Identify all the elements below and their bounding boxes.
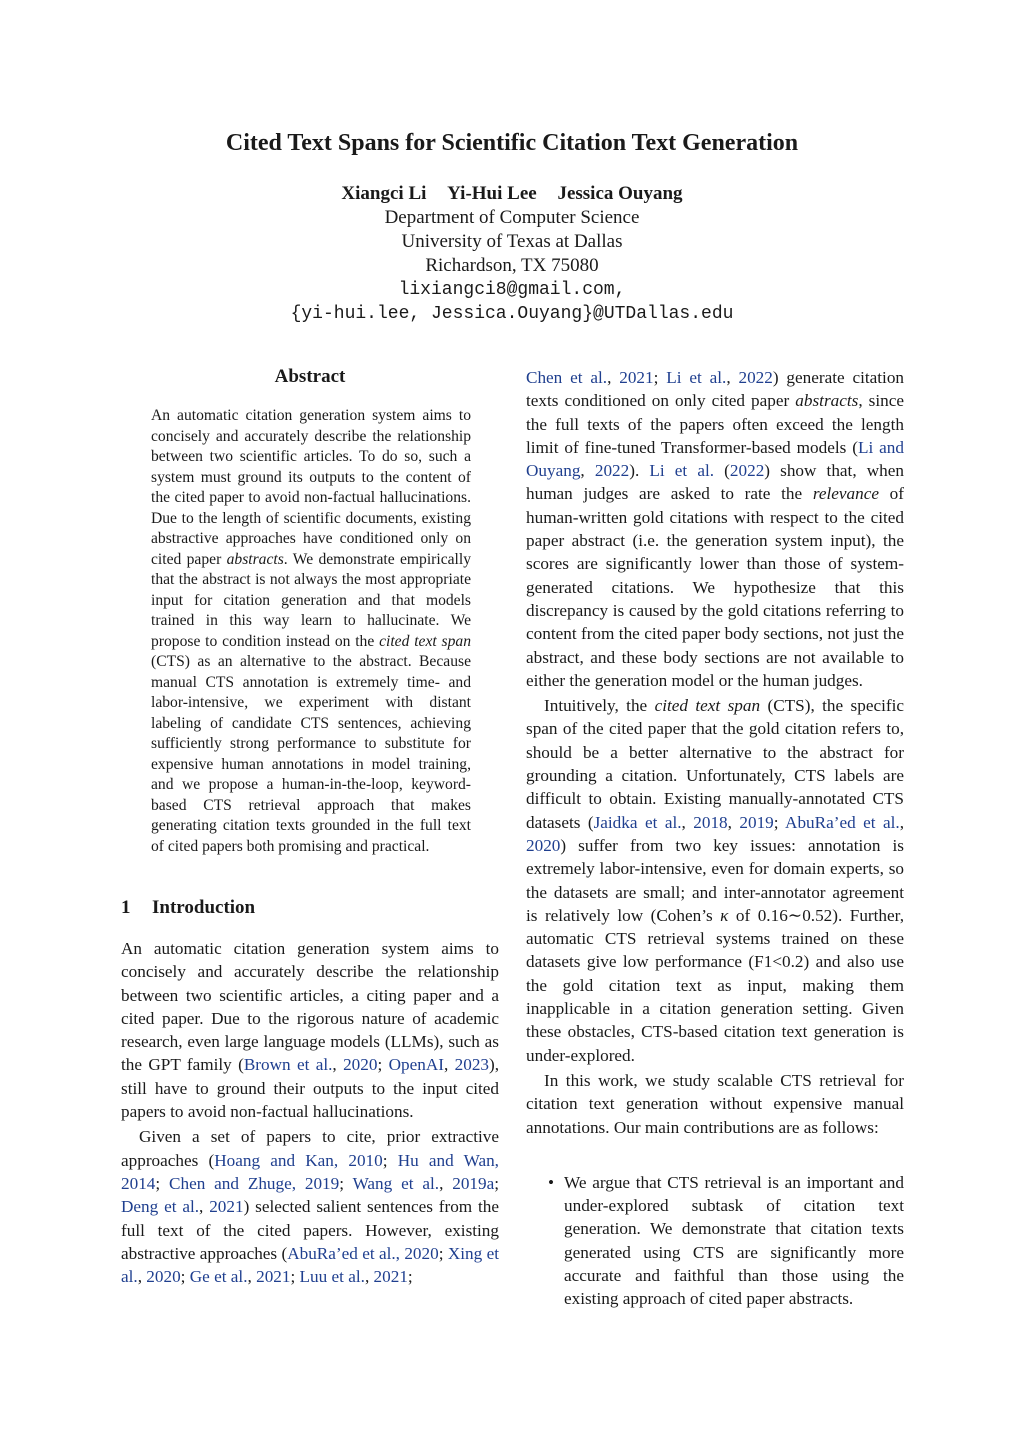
text-segment: ) generate citation texts conditioned on only cited paper — [526, 368, 905, 411]
intro-paragraph-continued — [526, 366, 904, 692]
text-segment: ; — [438, 1243, 448, 1263]
paper-title: Cited Text Spans for Scientific Citation Text Generation — [225, 130, 799, 156]
text-segment: ; — [377, 1055, 389, 1075]
citation-link[interactable]: 2022 — [594, 461, 630, 481]
author-email: {yi-hui.lee, Jessica.Ouyang}@UTDallas.edu — [290, 304, 734, 324]
citation-link[interactable]: Hoang and Kan, 2010 — [214, 1150, 383, 1170]
abstract-segment: (CTS) as an alternative to the abstract. Because manual CTS annotation is extremely time- and labor-intensive, we experiment with distant labeling of candidate CTS sentences, achieving sufficiently strong performance to substitute for expensive human annotations in model training, and we propose a human-in-the-loop, keyword-based CTS retrieval approach that makes generating citation texts grounded in the full text of cited papers both promising and practical. — [151, 653, 471, 855]
emphasis: abstracts — [795, 391, 859, 411]
arxiv-stamp-svg — [8, 450, 68, 1070]
citation-link[interactable]: 2020 — [343, 1055, 378, 1075]
citation-link[interactable]: 2019a — [452, 1173, 495, 1193]
left-column — [121, 366, 499, 1288]
text-segment: ) show that, when human judges are asked to rate the — [526, 461, 904, 504]
intro-paragraph — [526, 694, 904, 1067]
text-segment: ) suffer from two key issues: annotation is extremely labor-intensive, even for domain experts, so the datasets are small; and inter-annotator agreement is relatively low (Cohen’s — [526, 835, 904, 925]
contributions-list — [548, 1171, 904, 1311]
text-segment: , — [332, 1055, 344, 1075]
abstract-emphasis: abstracts — [226, 550, 284, 568]
citation-link[interactable]: 2020 — [526, 835, 561, 855]
citation-link[interactable]: 2022 — [738, 368, 773, 387]
arxiv-identifier-stamp — [8, 450, 68, 1070]
citation-link[interactable]: Luu et al. — [299, 1267, 365, 1287]
abstract-segment: An automatic citation generation system aims to concisely and accurately describe the relationship between two scientific articles. To do so, such a system must ground its outputs to the content of the cited paper to avoid non-factual hallucinations. Due to the length of scientific documents, existing abstractive approaches have conditioned only on cited paper — [151, 407, 471, 568]
citation-link[interactable]: 2021 — [256, 1267, 291, 1287]
text-segment: , — [899, 812, 904, 832]
citation-link[interactable]: AbuRa’ed et al. — [785, 812, 900, 832]
citation-link[interactable]: 2022 — [729, 461, 765, 481]
text-segment: , — [439, 1173, 453, 1193]
citation-link[interactable]: 2021 — [373, 1267, 408, 1287]
citation-link[interactable]: 2019 — [739, 812, 774, 832]
intro-paragraph — [121, 1125, 499, 1288]
text-segment: (CTS), the specific span of the cited paper that the gold citation refers to, should be a better alternative to the abstract for grounding a citation. Unfortunately, CTS labels are difficult to obtain. Existing manually-annotated CTS datasets ( — [526, 696, 904, 832]
text-segment: ) selected salient sentences from the full text of the cited papers. However, existing abstractive approaches ( — [121, 1197, 499, 1263]
abstract-text — [151, 406, 471, 857]
citation-link[interactable]: Li and Ouyang — [526, 437, 904, 481]
citation-link[interactable]: Chen et al. — [526, 368, 608, 387]
text-segment: , — [726, 368, 739, 387]
text-segment: , — [727, 812, 740, 832]
citation-link[interactable]: 2021 — [209, 1197, 244, 1217]
bullet: • — [548, 1172, 555, 1192]
citation-link[interactable]: Jaidka et al. — [593, 812, 682, 832]
emphasis: relevance — [812, 484, 879, 504]
section-heading-introduction — [121, 897, 499, 919]
citation-link[interactable]: Deng et al. — [121, 1197, 200, 1217]
text-segment: , — [580, 461, 595, 481]
citation-link[interactable]: Chen and Zhuge, 2019 — [169, 1173, 340, 1193]
text-segment: ; — [339, 1173, 353, 1193]
intro-paragraph: In this work, we study scalable CTS retrieval for citation text generation without expensive manual annotations. Our main contributions are as follows: — [526, 1070, 904, 1137]
citation-link[interactable]: 2018 — [693, 812, 728, 832]
text-segment: ; — [382, 1150, 398, 1170]
text-segment: ; — [155, 1173, 170, 1193]
citation-link[interactable]: 2020 — [146, 1267, 181, 1287]
citation-link[interactable]: Brown et al. — [243, 1055, 333, 1075]
arxiv-stamp-text — [0, 439, 1, 1080]
author-name: Yi-Hui Lee — [447, 183, 537, 204]
text-segment: , — [137, 1267, 147, 1287]
text-segment: ; — [653, 368, 667, 387]
text-segment: ; — [180, 1267, 190, 1287]
citation-link[interactable]: AbuRa’ed et al., 2020 — [287, 1243, 439, 1263]
author-name: Xiangci Li — [341, 183, 427, 204]
text-segment: Intuitively, the — [544, 696, 655, 716]
abstract-segment: . We demonstrate empirically that the abstract is not always the most appropriate input for citation generation and that models trained in this way learn to hallucinate. We propose to condition instead on the — [151, 550, 471, 650]
abstract-emphasis: cited text span — [379, 632, 471, 650]
text-segment: ; — [407, 1267, 413, 1287]
text-segment: An automatic citation generation system aims to concisely and accurately describe the relationship between two scientific articles, a citing paper and a cited paper. Due to the rigorous nature of academic research, even large language models (LLMs), such as the GPT family ( — [121, 939, 499, 1075]
citation-link[interactable]: 2021 — [619, 368, 654, 387]
text-segment: , — [364, 1267, 374, 1287]
text-segment: Given a set of papers to cite, prior extractive approaches ( — [121, 1127, 499, 1170]
text-segment: , — [199, 1197, 210, 1217]
text-segment: ; — [494, 1173, 500, 1193]
abstract-heading: Abstract — [274, 366, 346, 387]
right-column — [526, 366, 904, 1311]
author-name: Jessica Ouyang — [557, 183, 683, 204]
citation-link[interactable]: Li et al. — [666, 368, 727, 387]
citation-link[interactable]: Xing et al. — [121, 1243, 500, 1287]
text-segment: ), still have to ground their outputs to the input cited papers to avoid non-factual hallucinations. — [121, 1055, 500, 1122]
text-segment: ). — [629, 461, 650, 481]
section-number: 1 — [121, 897, 131, 918]
text-segment: , — [607, 368, 620, 387]
text-segment: , since the full texts of the papers often exceed the length limit of fine-tuned Transformer-based models ( — [526, 391, 905, 457]
text-segment: ( — [714, 461, 730, 481]
citation-link[interactable]: Hu and Wan, 2014 — [121, 1150, 499, 1193]
affiliation-university: University of Texas at Dallas — [401, 231, 623, 252]
author-email: lixiangci8@gmail.com, — [398, 280, 626, 300]
text-segment: ; — [290, 1267, 300, 1287]
kappa-symbol: κ — [720, 905, 729, 925]
text-segment: , — [681, 812, 694, 832]
citation-link[interactable]: Ge et al. — [189, 1267, 248, 1287]
affiliation-location: Richardson, TX 75080 — [425, 255, 599, 276]
citation-link[interactable]: OpenAI — [388, 1055, 444, 1075]
section-title: Introduction — [152, 897, 256, 918]
affiliation-department: Department of Computer Science — [384, 207, 640, 228]
citation-link[interactable]: Wang et al. — [352, 1173, 440, 1193]
text-segment: of 0.16∼0.52). Further, automatic CTS retrieval systems trained on these datasets give low performance (F1<0.2) and also use the gold citation text as input, making them inapplicable in a citation generation setting. Given these obstacles, CTS-based citation text generation is under-explored. — [526, 905, 904, 1065]
intro-paragraph — [121, 937, 499, 1123]
text-segment: , — [247, 1267, 257, 1287]
author-names — [0, 182, 1024, 206]
author-block — [0, 182, 1024, 326]
text-segment: ; — [773, 812, 786, 832]
text-segment: of human-written gold citations with respect to the cited paper abstract (i.e. the generation system input), the scores are significantly lower than those of system-generated citations. We hypothesize that this discrepancy is caused by the gold citations referring to content from the cited paper body sections, not just the abstract, and these body sections are not available to either the generation model or the human judges. — [526, 484, 905, 690]
contribution-text: We argue that CTS retrieval is an important and under-explored subtask of citation text generation. We demonstrate that citation texts generated using CTS are significantly more accurate and faithful than those using the existing approach of cited paper abstracts. — [564, 1172, 904, 1309]
list-item — [548, 1171, 904, 1311]
emphasis: cited text span — [654, 696, 761, 716]
citation-link[interactable]: Li et al. — [649, 461, 715, 481]
text-segment: , — [443, 1055, 455, 1075]
citation-link[interactable]: 2023 — [454, 1055, 489, 1075]
